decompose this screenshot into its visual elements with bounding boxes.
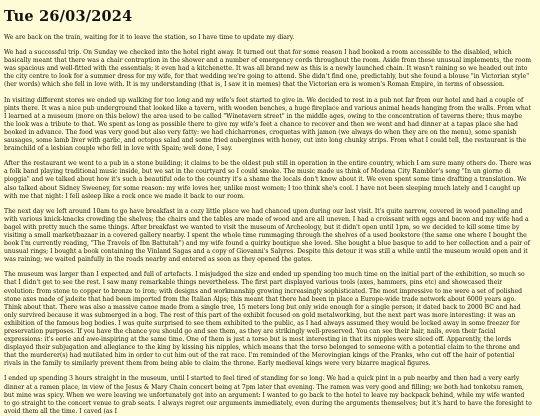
entry-date-title: Tue 26/03/2024 [4, 8, 133, 25]
paragraph-breakfast-market: The next day we left around 10am to go have breakfast in a cozy little place we had chanced upon during our last visit. It's quite narrow, covered in wood paneling and with various knick-knacks crowding the shelves; the chairs and the tables are made of wood and are all uneven. I had a croissant with eggs and bacon and my wife had a bagel with pretty much the same things. After breakfast we wanted to visit the museum of Archeology, but it didn't open until 1pm, so we decided to kill some time by visiting a small market/bazaar in a covered gallery nearby. I spent the whole time rummaging through the shelves of a used bookstore (the same one where I bought the book I'm currently reading, "The Travels of Ibn Battutah") and my wife found a quirky boutique she loved. She bought a blue basque to add to her collection and a pair of unusual rings; I bought a book containing the Vinland Sagas and a copy of Giovanni's Salyres. Despite this detour it was still a while until the museum would open and it was raining; we waited painfully in the roads nearby and entered as soon as they opened the gates. [4, 207, 530, 264]
paragraph-oldest-pub: After the restaurant we went to a pub in a stone building; it claims to be the oldest pub still in operation in the entire country, which I am sure many others do. There was a folk band playing traditional music inside, but we sat in the courtyard so I could smoke. The music made us think of Modena City Rambler's song "In un giorno di pioggia" and we talked about how it's such a beautiful ode to the country it's a shame the locals don't know about it. We even spent some time drafting a translation. We also talked about Sidney Sweeney, for some reason: my wife loves her, unlike most women; I too think she's cool. I have not been sleeping much lately and I caught up with me that night: I fell asleep like a rock once we made it back to our room. [4, 160, 532, 200]
paragraph-museum: The museum was larger than I expected and full of artefacts. I misjudged the size and ended up spending too much time on the initial part of the exhibition, so much so that I didn't get to see the rest. I saw many remarkable things nevertheless. The first part displayed various tools (axes, hammers, pins etc) and showcased their evolution: from stone to copper to bronze to iron; with designs and workmanship growing increasingly sophisticated. The most impressive to me were a set of polished stone axes made of jadeite that had been imported from the Italian Alps; this meant that there had been in place a Europe-wide trade network about 6000 years ago. Think about that. There was also a massive canoe made from a single tree, 15 meters long but only wide enough for a single person; it dated back to 2000 BC and had only survived because it was submerged in a bog. The rest of this part of the exhibit focused on gold metalworking, but the next part was more interesting: it was an exhibition of the famous bog bodies. I was quite surprised to see them exhibited to the public, as I had always assumed they would be locked away in some freezer for preservation purposes. If you have the chance you should go and see them, as they are strikingly well-preserved. You can see their hair, nails, even their facial expressions: it's eerie and awe-inspiring at the same time. One of them is just a torso but is most interesting in that its nipples were sliced off. Apparently, the lords displayed their subjugation and allegiance to the king by kissing his nipples, which means that the torso belonged to someone with a potential claim to the throne and that the murderer(s) had mutilated him in order to cut him out of the rat race. I'm reminded of the Merovingian kings of the Franks, who cut off the hair of potential rivals in the family to similarly prevent them from being able to claim the throne. Early medieval kings were very bizarre magical figures. [4, 271, 525, 368]
paragraph-pub-dinner: In visiting different stores we ended up walking for too long and my wife's feet started to give in. We decided to rest in a pub not far from our hotel and had a couple of pints there. It was a nice pub underground that looked like a tavern, with wooden benches, a huge fireplace and various animal heads hanging from the walls. From what I learned at a museum (more on this below) the area used to be called "Winetavern street" in the middle ages, owing to the concentration of taverns there; thus maybe the look was a tribute to that. We spent as long as possible there to give my wife's feet a chance to recover and then we went and had dinner at a tapas place she had booked in advance. The food was very good but also very fatty: we had chicharrones, croquetas with jamon (we always do when they are on the menu), some spanish sausages, some lamb liver with garlic, and octopus salad and some fried aubergines with honey, cut into long chunky strips. From what I could tell, the restaurant is the brainchild of a lesbian couple who fell in love with Spain; well done, I say. [4, 96, 531, 153]
paragraph-ramen-concert: I ended up spending 3 hours straight in the museum, until I started to feel tired of standing for so long. We had a quick pint in a pub nearby and then had a very early dinner at a ramen place, in view of the Jesus & Mary Chain concert being at 7pm later that evening. The ramen was very good and filling; we both had tonkotsu ramen, but mine was spicy. When we were leaving we unfortunately got into an argument: I wanted to go back to the hotel to leave my backpack behind, while my wife wanted to go straight to the concert venue to grab seats. I always regret our arguments immediately, even during the arguments themselves; but it's hard to have the foresight to avoid them all the time. I caved (as I [4, 375, 532, 415]
paragraph-intro: We are back on the train, waiting for it to leave the station, so I have time to update my diary. [4, 34, 295, 41]
paragraph-sunday-hotel: We had a successful trip. On Sunday we checked into the hotel right away. It turned out that for some reason I had booked a room accessible to the disabled, which basically meant that there was a chair contraption in the shower and a number of emergency cords throughout the room. Aside from these unusual implements, the room was spacious and well-fitted with the essentials; it even had a kitchenette. It was all brand new as this is a newly launched chain. It wasn't raining so we headed out into the city centre to look for a summer dress for my wife, for that wedding we're going to attend. She didn't find one, predictably, but she found a blouse "in Victorian style" (her words) which she fell in love with. It is my understanding (that is, I saw it in memes) that the Victorian era is women's Roman Empire, in terms of obsession. [4, 49, 532, 89]
